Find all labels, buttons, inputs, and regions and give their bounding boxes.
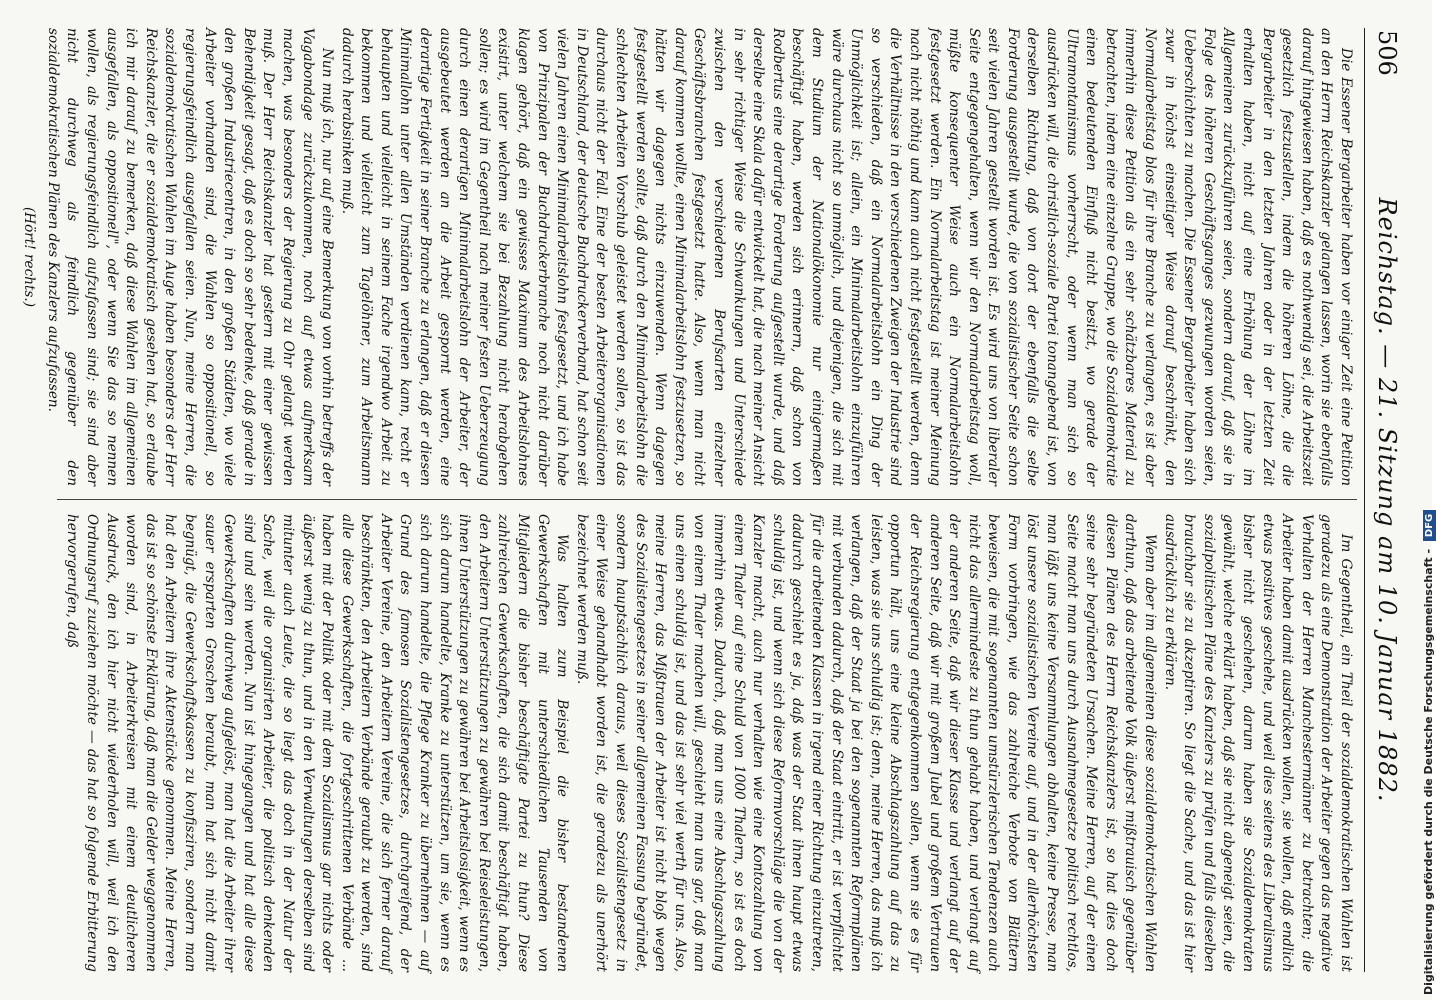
page-number: 506 — [1373, 30, 1401, 76]
dfg-logo: DFG — [1423, 510, 1436, 541]
right-column — [60, 514, 1355, 972]
column-divider — [57, 499, 1357, 500]
document-page — [21, 28, 1405, 972]
right-paragraph-2: Wenn aber im allgemeinen diese sozialdemokratischen Wahlen darthun, daß das arbeitende Volk äußerst mißtrauisch gegenüber diesen Plänen des Herrn Reichskanzlers ist, so hat dies doch seine sehr begründeten Ursachen. Meine Herren, auf der einen Seite macht man uns durch Ausnahmegesetze politisch rechtlos, man läßt uns keine Versammlungen abhalten, keine Presse, man löst unsere sozialistischen Vereine auf, und in der allerhöchsten Form vorbringen, wie das zahlreiche Verbote von Blättern beweisen, die mit sogenannten umstürzlerischen Tendenzen auch nicht das allermindeste zu thun gehabt haben, und verlangt auf der anderen Seite, daß wir dieser Klasse und verlangt auf der anderen Seite, daß wir mit großem Jubel und großem Vertrauen der Reichsregierung entgegenkommen sollen, wenn sie es für opportun hält, uns eine kleine Abschlagszahlung auf das zu leisten, was sie uns schuldig ist; denn, meine Herren, das muß ich verlangen, daß der Staat ja bei den sogenannten Reformplänen mit verbunden dadurch, daß der Staat eintritt, er ist verpflichtet für die arbeitenden Klassen in irgend einer Richtung einzutreten, dadurch geschieht es ja, daß was der Staat ihnen haupt etwas schuldig ist, und wenn sich diese Reformvorschläge die von der Kanzler macht, auch nur verhalten wie eine Kontozahlung von einem Thaler auf eine Schuld von 1000 Thalern, so ist es doch immerhin etwas. Dadurch, daß man uns eine Abschlagszahlung von einem Thaler machen will, geschieht man uns gar, daß man uns einen schuldig ist, und das ist sehr viel werth für uns. Also, meine Herren, das Mißtrauen der Arbeiter ist nicht bloß wegen des Sozialistengesetzes in seiner allgemeinen Fassung begründet, sondern hauptsächlich daraus, weil dieses Sozialistengesetz in einer Weise gehandhabt worden ist, die geradezu als unerhört bezeichnet werden muß. — [573, 514, 1159, 972]
left-paragraph-1: Die Essener Bergarbeiter haben vor einiger Zeit eine Petition an den Herrn Reichskanzler gelangen lassen, worin sie ebenfalls darauf hingewiesen haben, daß es nothwendig sei, die Arbeitszeit gesetzlich festzustellen, indem die höheren Löhne, die die Bergarbeiter in den letzten Jahren oder in der letzten Zeit erhalten haben, nicht auf eine Erhöhung der Löhne im Allgemeinen zurückzuführen seien, sondern darauf, daß sie in Folge des höheren Geschäftsganges gezwungen worden seien, Ueberschichten zu machen. Die Essener Bergarbeiter haben sich zwar in höchst einseitiger Weise darauf beschränkt, den Normalarbeitstag blos für ihre Branche zu verlangen, es ist aber immerhin diese Petition als ein sehr schätzbares Material zu betrachten, indem eine einzelne Gruppe, wo die Sozialdemokratie einen bedeutenden Einfluß nicht besitzt, wo gerade der Ultramontanismus vorherrscht, oder wenn man sich so ausdrücken will, die christlich-soziale Partei tonangebend ist, von derselben Richtung, daß von dort der ebenfalls die selbe Forderung ausgestellt wurde, die von sozialistischer Seite schon seit vielen Jahren gestellt worden ist. Es wird uns von liberaler Seite entgegengehalten, wenn wir den Normalarbeitstag woll, müßte konsequenter Weise auch ein Normalarbeitslohn festgesetzt werden. Ein Normalarbeitstag ist meiner Meinung nach nicht nöthig und kann auch nicht festgestellt werden, denn die Verhältnisse in den verschiedenen Zweigen der Industrie sind so verschieden, daß ein Normalarbeitslohn ein Ding der Unmöglichkeit ist; allein, ein Minimalarbeitslohn einzuführen wäre durchaus nicht so unmöglich, und diejenigen, die sich mit dem Studium der Nationalökonomie nur einigermaßen beschäftigt haben, werden sich erinnern, daß schon von Rodbertus eine derartige Forderung aufgestellt wurde, und daß derselbe eine Skala dafür entwickelt hat, die nach meiner Ansicht in sehr richtiger Weise die Schwankungen und Unterschiede zwischen den verschiedenen Berufsarten einzelner Geschäftsbranchen festgesetzt hatte. Also, wenn man nicht darauf kommen wollte, einen Minimalarbeitslohn festzusetzen, so hätten wir dagegen nichts einzuwenden. Wenn dagegen festgestellt werden sollte, daß durch den Minimalarbeitslohn die schlechten Arbeiten Vorschub geleistet werden sollen, so ist das durchaus nicht der Fall. Eine der besten Arbeiterorganisationen in Deutschland, der deutsche Buchdruckerverband, hat schon seit vielen Jahren einen Minimalarbeitslohn festgesetzt, und ich habe von Prinzipalen der Buchdruckerbranche noch nicht darüber klagen gehört, daß ein gewisses Maximum des Arbeitslohnes existirt, unter welchem sie bei Bezahlung nicht herabgehen sollen; es wird im Gegentheil nach meiner festen Ueberzeugung durch einen derartigen Minimalarbeitslohn der Arbeiter, der ausgebeutet werden an die Arbeit gespornt werden, eine derartige Fertigkeit in seiner Branche zu erlangen, daß er diesen Minimallohn unter allen Umständen verdienen kann, recht er behaupten und vielleicht in seinem Fache irgendwo Arbeit zu bekommen und vielleicht zum Tagelöhner, zum Arbeitsmann dadurch herabsinken muß. — [338, 28, 1354, 486]
right-paragraph-3: Was halten zum Beispiel die bisher bestandenen Gewerkschaften mit unterschiedlichen Tausenden von Mitgliedern die bisher beschäftigte Partei zu thun? Diese zahlreichen Gewerkschaften, die sich damit beschäftigt haben, den Arbeitern Unterstützungen zu gewähren bei Reiseleistungen, ihnen Unterstützungen zu gewähren bei Arbeitslosigkeit, wenn es sich darum handelte, Kranke zu unterstützen, um sie, wenn es sich darum handelte, die Pflege Kranker zu übernehmen — auf Grund des famosen Sozialistengesetzes, durchgreifend, der Arbeiter Vereine, den Arbeitern Vereine, die sich ferner darauf beschränkten, den Arbeitern Verbände geraubt zu werden, sind alle diese Gewerkschaften, die fortgeschrittenen Verbände ... haben mit der Politik oder mit dem Sozialismus gar nichts oder äußerst wenig zu thun, und in den Verwaltungen derselben sind mitunter auch Leute, die so liegt das doch in der Natur der Sache, weil die organisirten Arbeiter, die politisch denkenden sind und sein werden. Nun ist hingegangen und hat alle diese Gewerkschaften durchweg aufgelöst, man hat die Arbeiter ihrer sauer ersparten Groschen beraubt, man hat sich nicht damit begnügt, die Gewerkschaftskassen zu konfisziren, sondern man hat den Arbeitern ihre Aktenstücke genommen. Meine Herren, das ist so schönste Erklärung, daß man die Gelder weggenommen worden sind, in Arbeiterkreisen mit einem deutlicheren Ausdruck, den ich hier nicht wiederholen will, weil ich den Ordnungsruf zuziehen möchte — das hat so folgende Erbitterung hervorgerufen, daß — [64, 514, 571, 972]
left-paragraph-2: Nun muß ich, nur auf eine Bemerkung von vorhin betreffs der Vagabondage zurückzukommen, noch auf etwas aufmerksam machen, was besonders der Regierung zu Ohr gelangt werden muß. Der Herr Reichskanzler hat gestern mit einer gewissen Behendigkeit gesagt, daß es doch so sehr bedenke, daß gerade in den großen Industriecentren, in den großen Städten, wo viele Arbeiter vorhanden sind, die Wahlen so oppositionell, so regierungsfeindlich ausgefallen seien. Nun, meine Herren, die sozialdemokratischen Wahlen im Auge haben besonders der Herr Reichskanzler, die er sozialdemokratisch gesehen hat, so erlaube ich mir darauf zu bemerken, daß diese Wahlen im allgemeinen ausgefallen, als oppositionell", oder wenn Sie das so nennen wollen, als regierungsfeindlich aufzufassen sind; sie sind aber nicht durchweg als feindlich gegenüber den sozialdemokratischen Plänen des Kanzlers aufzufassen. — [44, 28, 336, 486]
left-interjection: (Hört! rechts.) — [21, 206, 38, 308]
credit-text: Digitalisierung gefördert durch die Deutsche Forschungsgemeinschaft - — [1422, 548, 1435, 995]
left-column — [21, 28, 1355, 486]
running-head: Reichstag. — 21. Sitzung am 10. Januar 1882. — [1373, 197, 1401, 803]
right-paragraph-1: Im Gegentheil, ein Theil der sozialdemokratischen Wahlen ist geradezu als eine Demonstration der Arbeiter gegen das negative Verhalten der Herren Manchestermänner zu betrachten; die Arbeiter haben damit ausdrücken wollen, sie wollen, daß endlich etwas positives geschehe, und weil dies seitens des Liberalismus bisher nicht geschehen, darum haben sie Sozialdemokraten gewählt, welche erklärt haben, daß sie nicht abgeneigt seien, die sozialpolitischen Pläne des Kanzlers zu prüfen und falls dieselben brauchbar sie zu akzeptiren. So liegt die Sache, und das ist hier ausdrücklich zu erklären. — [1161, 514, 1354, 972]
page-header — [1364, 28, 1405, 972]
digitization-credit — [1422, 510, 1436, 995]
